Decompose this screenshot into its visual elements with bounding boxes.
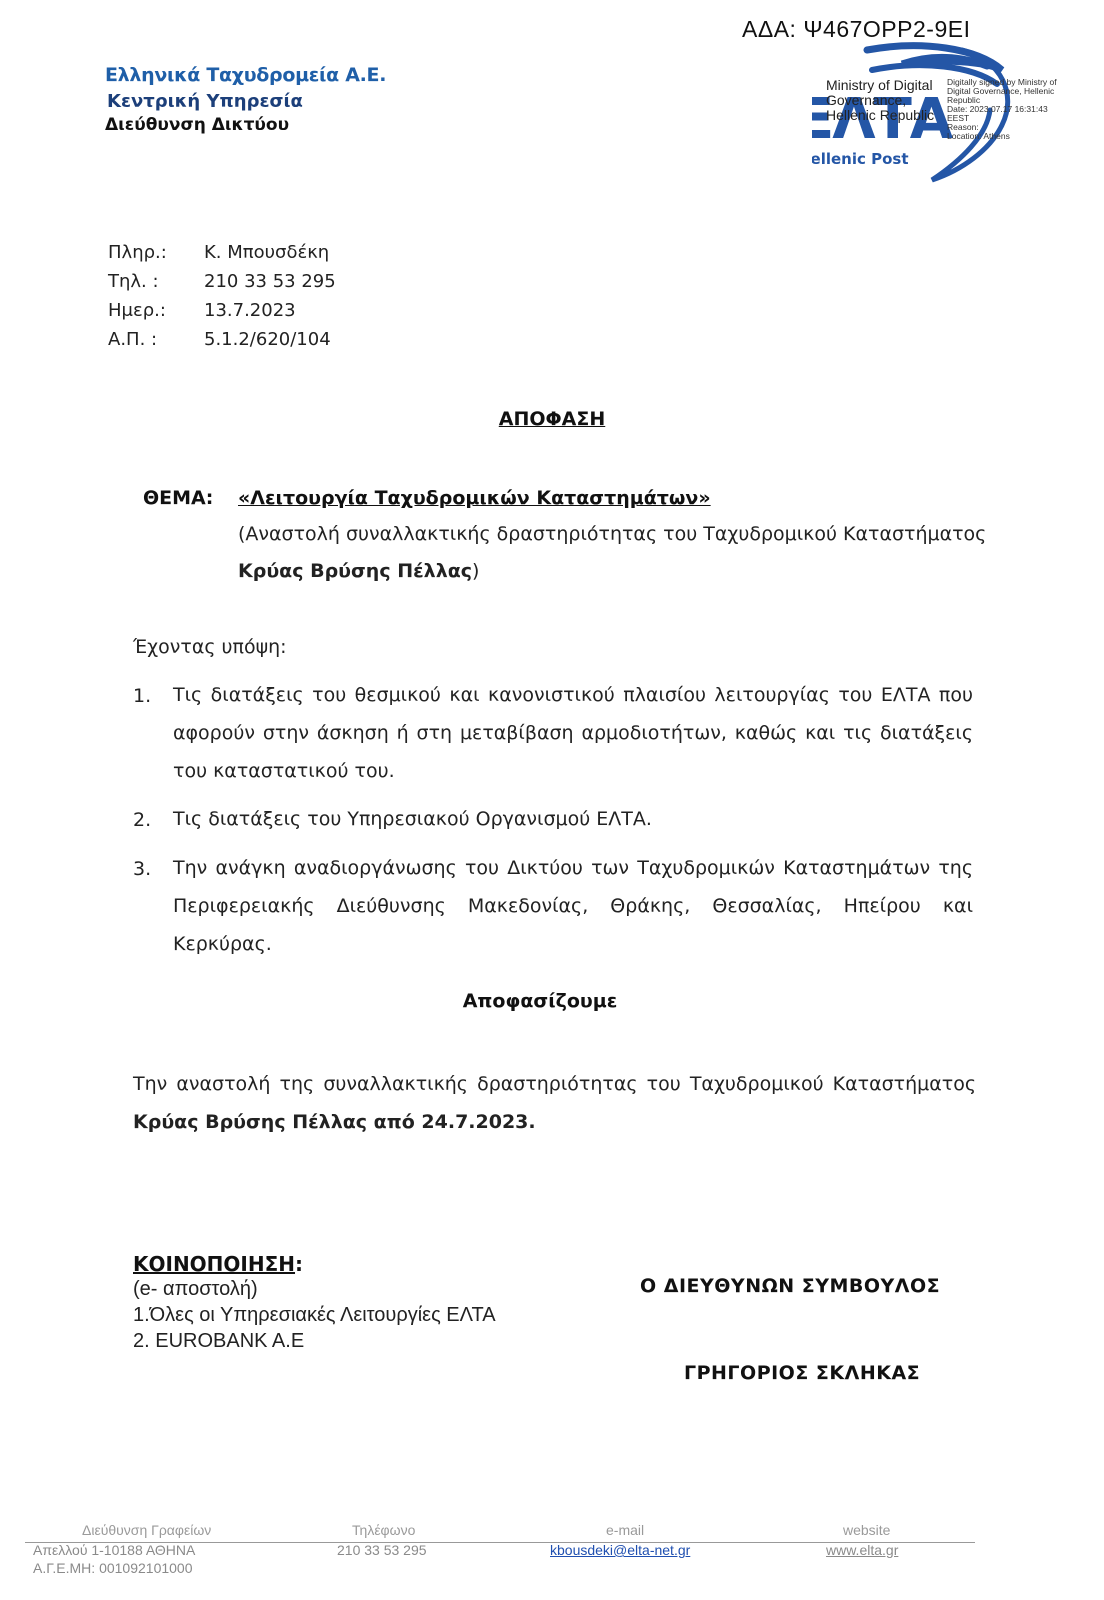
- meta-contact: [108, 242, 329, 263]
- sig-line: Ministry of Digital: [826, 77, 933, 93]
- notification-label: [133, 1252, 303, 1276]
- sig-detail-line: Republic: [947, 95, 981, 105]
- decision-line-2: Κρύας Βρύσης Πέλλας από 24.7.2023.: [133, 1111, 536, 1133]
- footer-email-label: e-mail: [606, 1522, 645, 1538]
- decision-text: [133, 1065, 976, 1141]
- meta-protocol: [108, 329, 331, 350]
- elta-brand-text: ΕΛΤΑ: [812, 87, 952, 152]
- central-service: Κεντρική Υπηρεσία: [107, 91, 303, 112]
- document-title: ΑΠΟΦΑΣΗ: [498, 408, 606, 430]
- footer-address-label: Διεύθυνση Γραφείων: [82, 1522, 212, 1538]
- item-number: 1.: [133, 685, 152, 707]
- meta-value: 5.1.2/620/104: [204, 329, 331, 350]
- elta-tagline: ellenic Post: [812, 150, 909, 168]
- considering-label: Έχοντας υπόψη:: [133, 636, 287, 658]
- item-number: 2.: [133, 809, 152, 831]
- meta-value: Κ. Μπουσδέκη: [204, 242, 330, 263]
- directorate: Διεύθυνση Δικτύου: [105, 115, 290, 135]
- notification-method: (e- αποστολή): [133, 1278, 258, 1300]
- subject-shop-name: Κρύας Βρύσης Πέλλας: [238, 560, 473, 582]
- notification-colon: :: [295, 1252, 304, 1276]
- subject-title: «Λειτουργία Ταχυδρομικών Καταστημάτων»: [238, 487, 711, 509]
- footer-gemi: Α.Γ.Ε.ΜΗ: 001092101000: [33, 1560, 193, 1576]
- footer-phone: 210 33 53 295: [337, 1542, 427, 1558]
- notification-label-text: ΚΟΙΝΟΠΟΙΗΣΗ: [133, 1252, 296, 1276]
- decide-heading: Αποφασίζουμε: [462, 990, 618, 1012]
- item-number: 3.: [133, 858, 152, 880]
- signatory-name: ΓΡΗΓΟΡΙΟΣ ΣΚΛΗΚΑΣ: [684, 1362, 921, 1384]
- org-name: Ελληνικά Ταχυδρομεία Α.Ε.: [105, 64, 387, 86]
- footer-address: Απελλού 1-10188 ΑΘΗΝΑ: [33, 1542, 196, 1558]
- meta-date: [108, 300, 296, 321]
- footer-phone-label: Τηλέφωνο: [352, 1522, 416, 1538]
- sig-detail-line: Digitally signed by Ministry of: [947, 77, 1057, 87]
- footer-website-link[interactable]: www.elta.gr: [826, 1542, 899, 1558]
- meta-key: Α.Π. :: [108, 329, 158, 350]
- meta-value: 13.7.2023: [204, 300, 296, 321]
- sig-detail-line: EEST: [947, 113, 970, 123]
- subject-label: ΘΕΜΑ:: [143, 487, 214, 509]
- ada-number: ΑΔΑ: Ψ467ΟΡΡ2-9ΕΙ: [742, 16, 971, 42]
- sig-detail-line: Reason:: [947, 122, 979, 132]
- sig-line: Hellenic Republic: [826, 107, 935, 123]
- sig-line: Governance,: [826, 92, 907, 108]
- sig-detail-line: Date: 2023.07.17 16:31:43: [947, 104, 1048, 114]
- meta-value: 210 33 53 295: [204, 271, 336, 292]
- footer-website-label: website: [843, 1522, 891, 1538]
- subject-line-1: (Αναστολή συναλλακτικής δραστηριότητας του Ταχυδρομικού Καταστήματος: [238, 523, 987, 545]
- item-text: Τις διατάξεις του θεσμικού και κανονιστικού πλαισίου λειτουργίας του ΕΛΤΑ που αφορούν στην άσκηση ή στη μεταβίβαση αρμοδιοτήτων, καθώς και τις διατάξεις του καταστατικού του.: [173, 684, 973, 782]
- subject-line-2: [238, 560, 479, 582]
- item-text: Τις διατάξεις του Υπηρεσιακού Οργανισμού ΕΛΤΑ.: [173, 808, 652, 830]
- meta-phone: [108, 271, 336, 292]
- sig-detail-line: Digital Governance, Hellenic: [947, 86, 1055, 96]
- notification-recipient: 2. EUROBANK A.E: [133, 1330, 305, 1352]
- notification-recipient: 1.Όλες οι Υπηρεσιακές Λειτουργίες ΕΛΤΑ: [133, 1304, 496, 1326]
- meta-key: Πληρ.:: [108, 242, 167, 263]
- meta-key: Ημερ.:: [108, 300, 166, 321]
- decision-line-1: Την αναστολή της συναλλακτικής δραστηριότητας του Ταχυδρομικού Καταστήματος: [133, 1073, 976, 1095]
- signature-stamp-main: [826, 78, 934, 123]
- footer-email-link[interactable]: kbousdeki@elta-net.gr: [550, 1542, 691, 1558]
- subject-paren: ): [472, 560, 480, 582]
- item-text: Την ανάγκη αναδιοργάνωσης του Δικτύου των Ταχυδρομικών Καταστημάτων της Περιφερειακής Διεύθυνσης Μακεδονίας, Θράκης, Θεσσαλίας, Ηπείρου και Κερκύρας.: [173, 857, 973, 955]
- signatory-role: Ο ΔΙΕΥΘΥΝΩΝ ΣΥΜΒΟΥΛΟΣ: [640, 1275, 941, 1297]
- meta-key: Τηλ. :: [108, 271, 159, 292]
- sig-detail-line: Location: Athens: [947, 131, 1010, 141]
- signature-stamp-detail: [947, 78, 1057, 141]
